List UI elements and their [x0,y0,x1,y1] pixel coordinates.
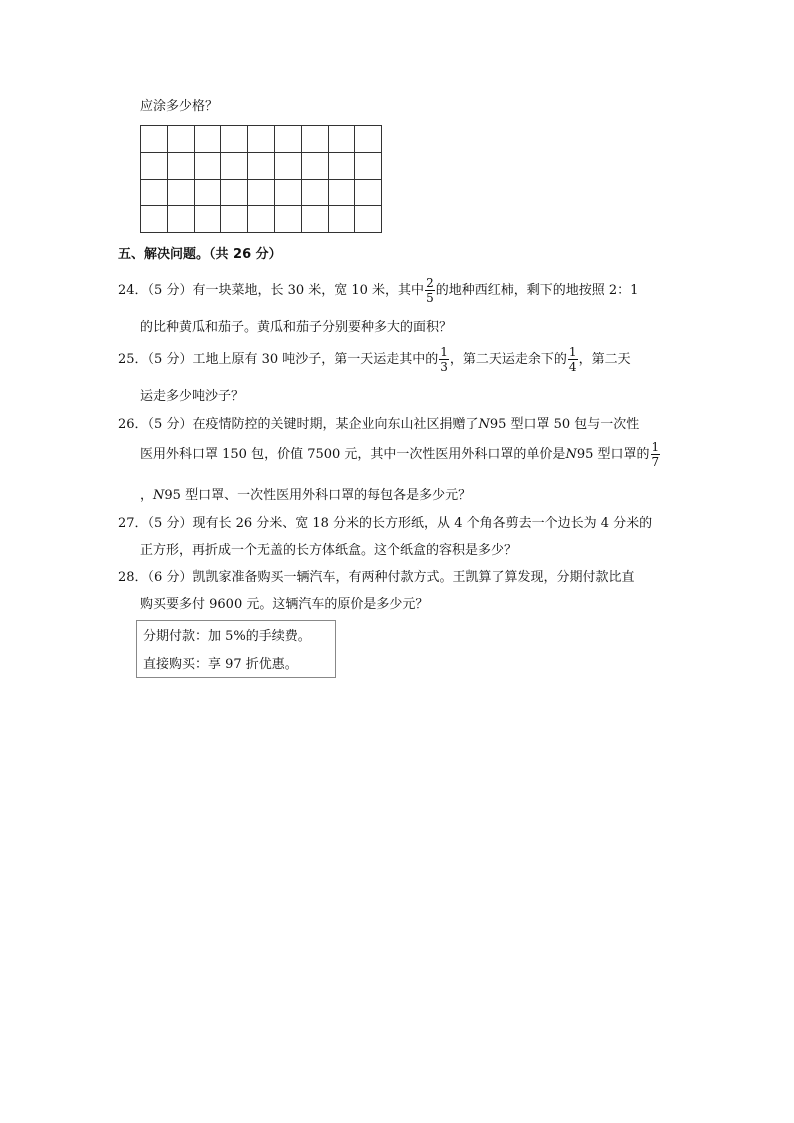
grid-cell [328,206,355,233]
grid-cell [141,206,168,233]
grid-cell [328,126,355,153]
question-intro: 应涂多少格？ [140,99,219,114]
grid-cell [355,152,382,179]
question-25-line-1 [118,346,631,373]
q26-l2-n95-italic: N [565,447,577,462]
payment-option-installment: 分期付款：加 5%的手续费。 [143,629,311,644]
grid-cell [221,179,248,206]
q26-l2-text-a: 医用外科口罩 150 包，价值 7500 元，其中一次性医用外科口罩的单价是 [140,447,566,462]
grid-cell [301,126,328,153]
grid-cell [194,179,221,206]
q26-l2-text-b: 95 型口罩的 [576,447,650,462]
grid-row [141,179,382,206]
q26-l3-text-a: ， [140,488,154,503]
payment-options-box [136,620,336,678]
question-25-line-2: 运走多少吨沙子？ [140,389,245,404]
grid-cell [248,126,275,153]
grid-cell [221,152,248,179]
grid-row [141,152,382,179]
q24-text-a: 24．（5 分）有一块菜地，长 30 米，宽 10 米，其中 [118,283,425,298]
question-27-line-1: 27．（5 分）现有长 26 分米、宽 18 分米的长方形纸，从 4 个角各剪去一个边长为 4 分米的 [118,516,653,531]
fraction-1-3 [439,346,449,373]
grid-cell [274,206,301,233]
q26-n95-italic: N [478,417,490,432]
question-28-line-2: 购买要多付 9600 元。这辆汽车的原价是多少元？ [140,597,429,612]
grid-cell [248,179,275,206]
payment-option-direct: 直接购买：享 97 折优惠。 [143,657,298,672]
grid-row [141,126,382,153]
grid-table [140,125,382,233]
grid-cell [274,152,301,179]
grid-cell [167,152,194,179]
grid-cell [141,126,168,153]
grid-cell [301,206,328,233]
grid-cell [221,206,248,233]
q26-text-a: 26．（5 分）在疫情防控的关键时期，某企业向东山社区捐赠了 [118,417,479,432]
question-26-line-3 [140,484,471,503]
grid-cell [194,126,221,153]
grid-cell [141,179,168,206]
fraction-1-7 [651,441,661,468]
numerator: 1 [440,345,448,359]
grid-cell [167,179,194,206]
grid-cell [141,152,168,179]
grid-cell [194,206,221,233]
q25-text-b: ，第二天运走余下的 [449,352,567,367]
denominator: 7 [651,455,660,469]
grid-cell [167,126,194,153]
question-26-line-1 [118,413,639,432]
numerator: 2 [426,276,434,290]
grid-cell [328,179,355,206]
fraction-1-4 [568,346,578,373]
denominator: 3 [440,360,448,374]
q25-text-c: ，第二天 [578,352,631,367]
grid-cell [355,126,382,153]
question-24-line-2: 的比种黄瓜和茄子。黄瓜和茄子分别要种多大的面积？ [140,320,453,335]
grid-cell [221,126,248,153]
question-28-line-1: 28．（6 分）凯凯家准备购买一辆汽车，有两种付款方式。王凯算了算发现，分期付款比直 [118,570,635,585]
grid-cell [194,152,221,179]
denominator: 5 [426,291,434,305]
grid-cell [167,206,194,233]
q26-text-b: 95 型口罩 50 包与一次性 [489,417,640,432]
grid-cell [248,206,275,233]
grid-cell [328,152,355,179]
grid-cell [301,152,328,179]
grid-cell [355,206,382,233]
section-title: 五、解决问题。（共 26 分） [118,247,282,262]
grid-cell [355,179,382,206]
question-26-line-2 [140,441,661,468]
grid-cell [274,179,301,206]
numerator: 1 [568,345,577,359]
grid-cell [248,152,275,179]
grid-row [141,206,382,233]
q24-text-b: 的地种西红柿，剩下的地按照 2：1 [435,283,639,298]
q26-l3-text-b: 95 型口罩、一次性医用外科口罩的每包各是多少元？ [164,488,472,503]
q26-l3-n95-italic: N [153,488,165,503]
question-24-line-1 [118,277,638,304]
numerator: 1 [651,440,660,454]
grid-cell [274,126,301,153]
denominator: 4 [568,360,577,374]
q25-text-a: 25．（5 分）工地上原有 30 吨沙子，第一天运走其中的 [118,352,439,367]
grid-cell [301,179,328,206]
fraction-2-5 [425,277,435,304]
question-27-line-2: 正方形，再折成一个无盖的长方体纸盒。这个纸盒的容积是多少？ [140,543,518,558]
